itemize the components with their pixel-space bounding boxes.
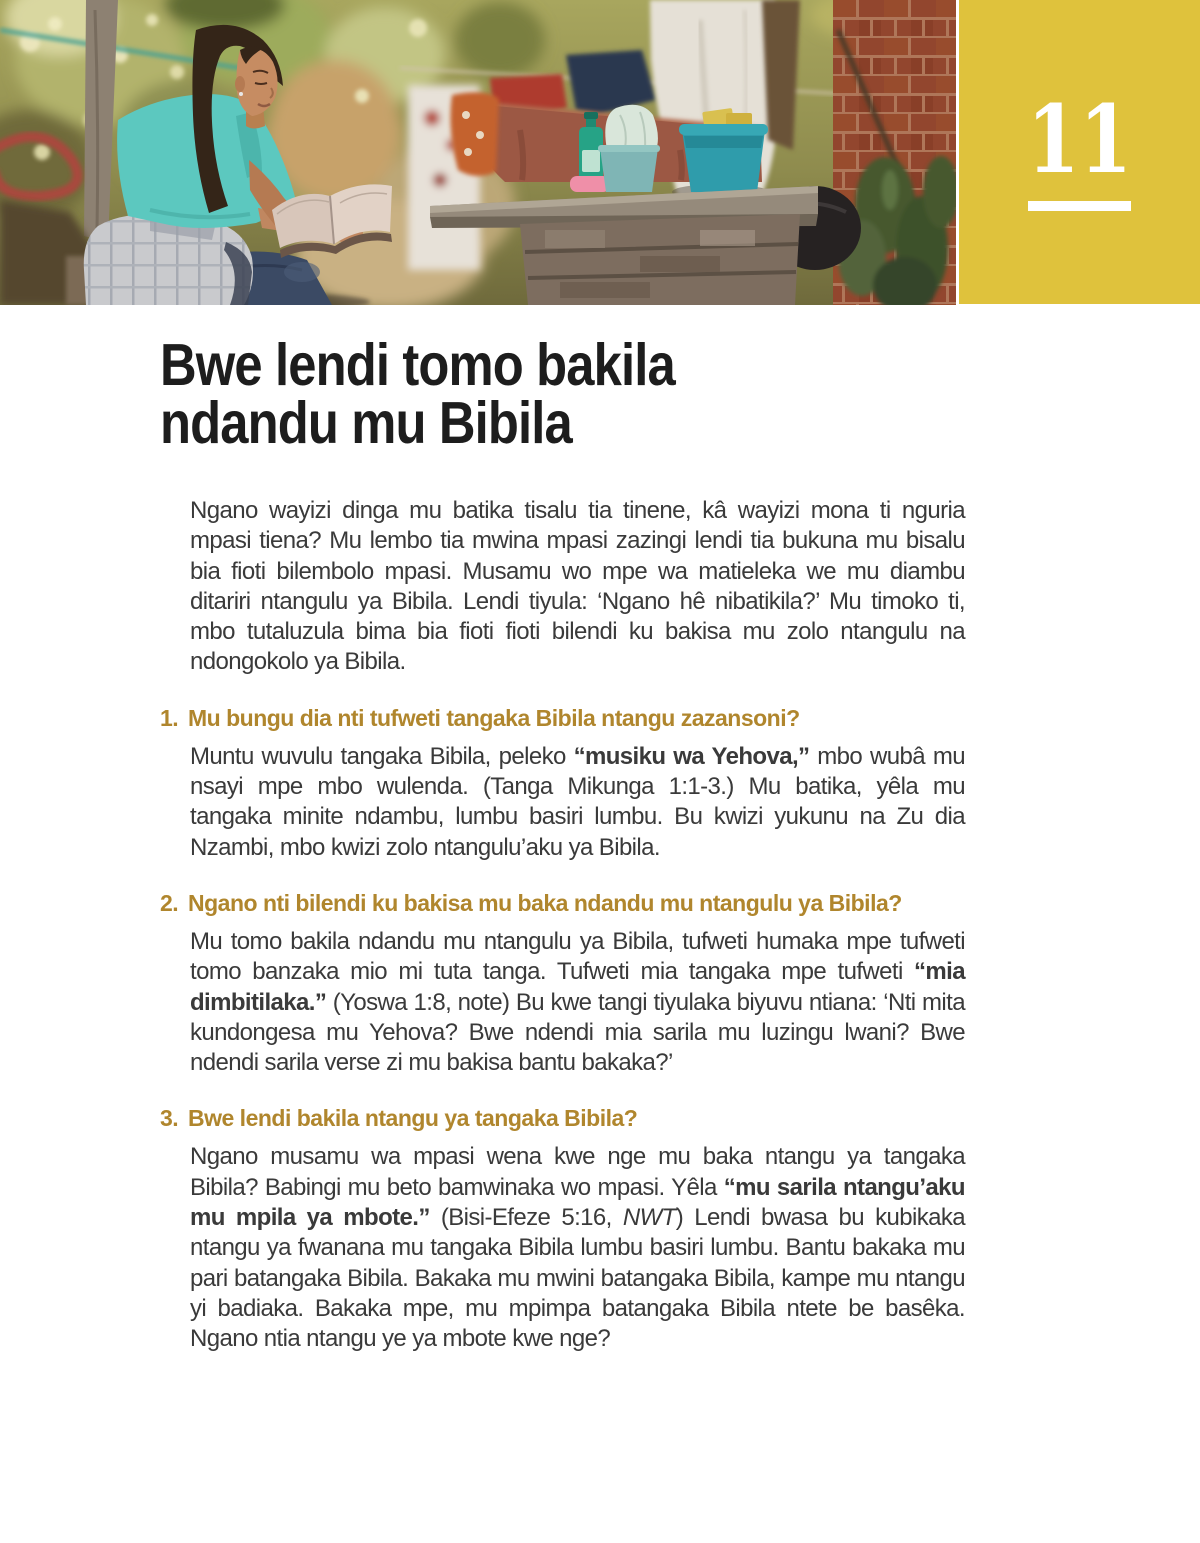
lesson-title bbox=[160, 332, 853, 456]
question-number-2: 2. bbox=[160, 889, 179, 916]
chapter-badge bbox=[959, 0, 1200, 304]
body-paragraph-3: Ngano musamu wa mpasi wena kwe nge mu baka ntangu ya tangaka Bibila? Babingi mu beto bamwinaka wo mpasi. Yêla “mu sarila ntangu’aku mu mpila ya mbote.” (Bisi-Efeze 5:16, NWT) Lendi bwasa bu kubikaka ntangu ya fwanana mu tangaka Bibila lumbu basiri lumbu. Bantu bakaka mu pari batangaka Bibila. Bakaka mu mwini batangaka Bibila, kampe mu ntangu yi badiaka. Bakaka mpe, mu mpimpa batangaka Bibila ntete be basêka. Ngano ntia ntangu ye ya mbote kwe nge? bbox=[190, 1143, 966, 1353]
question-text-2: Ngano nti bilendi ku bakisa mu baka ndandu mu ntangulu ya Bibila? bbox=[188, 889, 902, 916]
question-text-3: Bwe lendi bakila ntangu ya tangaka Bibila? bbox=[188, 1105, 638, 1132]
question-text-1: Mu bungu dia nti tufweti tangaka Bibila ntangu zazansoni? bbox=[188, 704, 800, 731]
pink-soap bbox=[570, 176, 610, 192]
section-1 bbox=[160, 703, 966, 863]
question-heading-3 bbox=[160, 1103, 966, 1133]
orange-cloth bbox=[450, 92, 499, 176]
photo-illustration bbox=[0, 0, 956, 305]
lesson-title-line2: ndandu mu Bibila bbox=[160, 390, 572, 456]
body-paragraph-2: Mu tomo bakila ndandu mu ntangulu ya Bibila, tufweti humaka mpe tufweti tomo banzaka mio mi tuta tanga. Tufweti mia tangaka mpe tufweti “mia dimbitilaka.” (Yoswa 1:8, note) Bu kwe tangi tiyulaka biyuvu ntiana: ‘Nti mita kundongesa mu Yehova? Bwe ndendi mia sarila mu luzingu lwani? Bwe ndendi sarila verse zi mu bakisa bantu bakaka?’ bbox=[190, 927, 965, 1077]
intro-paragraph: Ngano wayizi dinga mu batika tisalu tia tinene, kâ wayizi mona ti nguria mpasi tiena? Mu lembo tia mwina mpasi zazingi lendi tia bukuna mu bisalu bia fioti bilembolo mpasi. Musamu wo mpe wa matieleka we mu diambu ditariri ntangulu ya Bibila. Lendi tiyula: ‘Ngano hê nibatikila?’ Mu timoko ti, mbo tutaluzula bima bia fioti fioti bilendi ku bakisa mu zolo ntangulu na ndongokolo ya Bibila. bbox=[190, 497, 965, 676]
question-number-1: 1. bbox=[160, 704, 179, 731]
chapter-underline bbox=[1028, 201, 1131, 211]
section-3 bbox=[160, 1103, 966, 1354]
section-2 bbox=[160, 888, 966, 1078]
chapter-photo bbox=[0, 0, 956, 305]
lesson-content bbox=[160, 332, 966, 1355]
question-number-3: 3. bbox=[160, 1105, 179, 1132]
lesson-title-line1: Bwe lendi tomo bakila bbox=[160, 332, 675, 398]
body-paragraph-1: Muntu wuvulu tangaka Bibila, peleko “musiku wa Yehova,” mbo wubâ mu nsayi mpe mbo wulenda. (Tanga Mikunga 1:1-3.) Mu batika, yêla mu tangaka minite ndambu, lumbu basiri lumbu. Bu kwizi yukunu na Zu dia Nzambi, mbo kwizi zolo ntangulu’aku ya Bibila. bbox=[190, 742, 965, 861]
question-heading-2 bbox=[160, 888, 966, 918]
question-heading-1 bbox=[160, 703, 966, 733]
chapter-number: 11 bbox=[1027, 85, 1132, 195]
